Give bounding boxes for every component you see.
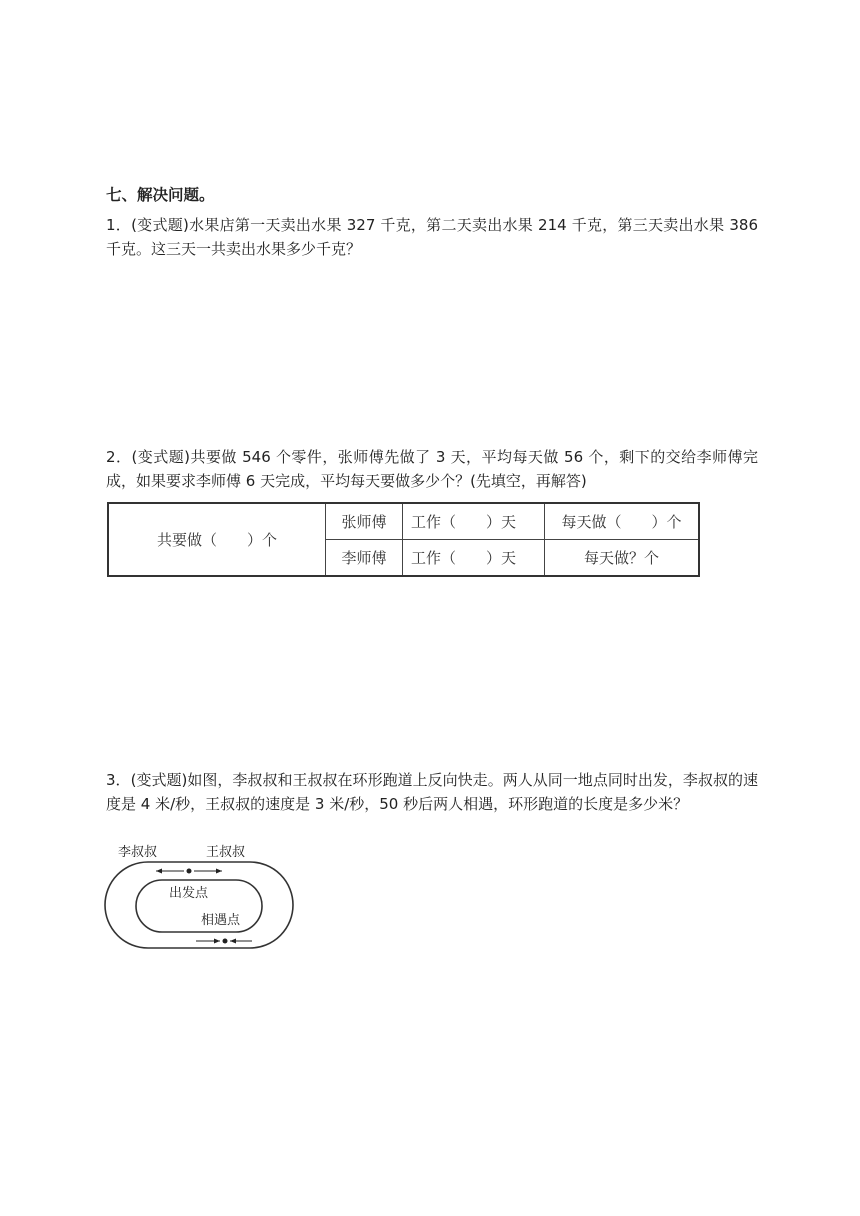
section-title: 七、解决问题。 xyxy=(106,186,215,204)
question-2-fill-table xyxy=(107,502,700,577)
worker-li-daily: 每天做？个 xyxy=(545,540,700,577)
worker-li-name: 李师傅 xyxy=(326,540,403,577)
label-wang: 王叔叔 xyxy=(206,845,246,860)
start-arrows-icon xyxy=(156,869,222,874)
label-li: 李叔叔 xyxy=(118,845,158,860)
meet-arrows-icon xyxy=(196,939,252,944)
question-2-text: 2．(变式题)共要做 546 个零件，张师傅先做了 3 天，平均每天做 56 个，剩下的交给李师傅完成，如果要求李师傅 6 天完成，平均每天要做多少个？(先填空，再解答) xyxy=(106,448,758,490)
worker-zhang-daily: 每天做（ ）个 xyxy=(545,503,700,540)
table-row xyxy=(108,503,699,540)
label-start: 出发点 xyxy=(169,886,209,901)
running-track-figure xyxy=(100,838,300,954)
question-1-text: 1．(变式题)水果店第一天卖出水果 327 千克，第二天卖出水果 214 千克，第三天卖出水果 386 千克。这三天一共卖出水果多少千克？ xyxy=(106,216,758,258)
question-3-text: 3．(变式题)如图，李叔叔和王叔叔在环形跑道上反向快走。两人从同一地点同时出发，李叔叔的速度是 4 米/秒，王叔叔的速度是 3 米/秒，50 秒后两人相遇，环形跑道的长度是多少米？ xyxy=(106,771,758,813)
worker-zhang-name: 张师傅 xyxy=(326,503,403,540)
worker-zhang-days: 工作（ ）天 xyxy=(403,503,545,540)
worker-li-days: 工作（ ）天 xyxy=(403,540,545,577)
outer-track-line xyxy=(105,862,293,948)
total-cell: 共要做（ ）个 xyxy=(108,503,326,576)
label-meet: 相遇点 xyxy=(201,913,241,928)
